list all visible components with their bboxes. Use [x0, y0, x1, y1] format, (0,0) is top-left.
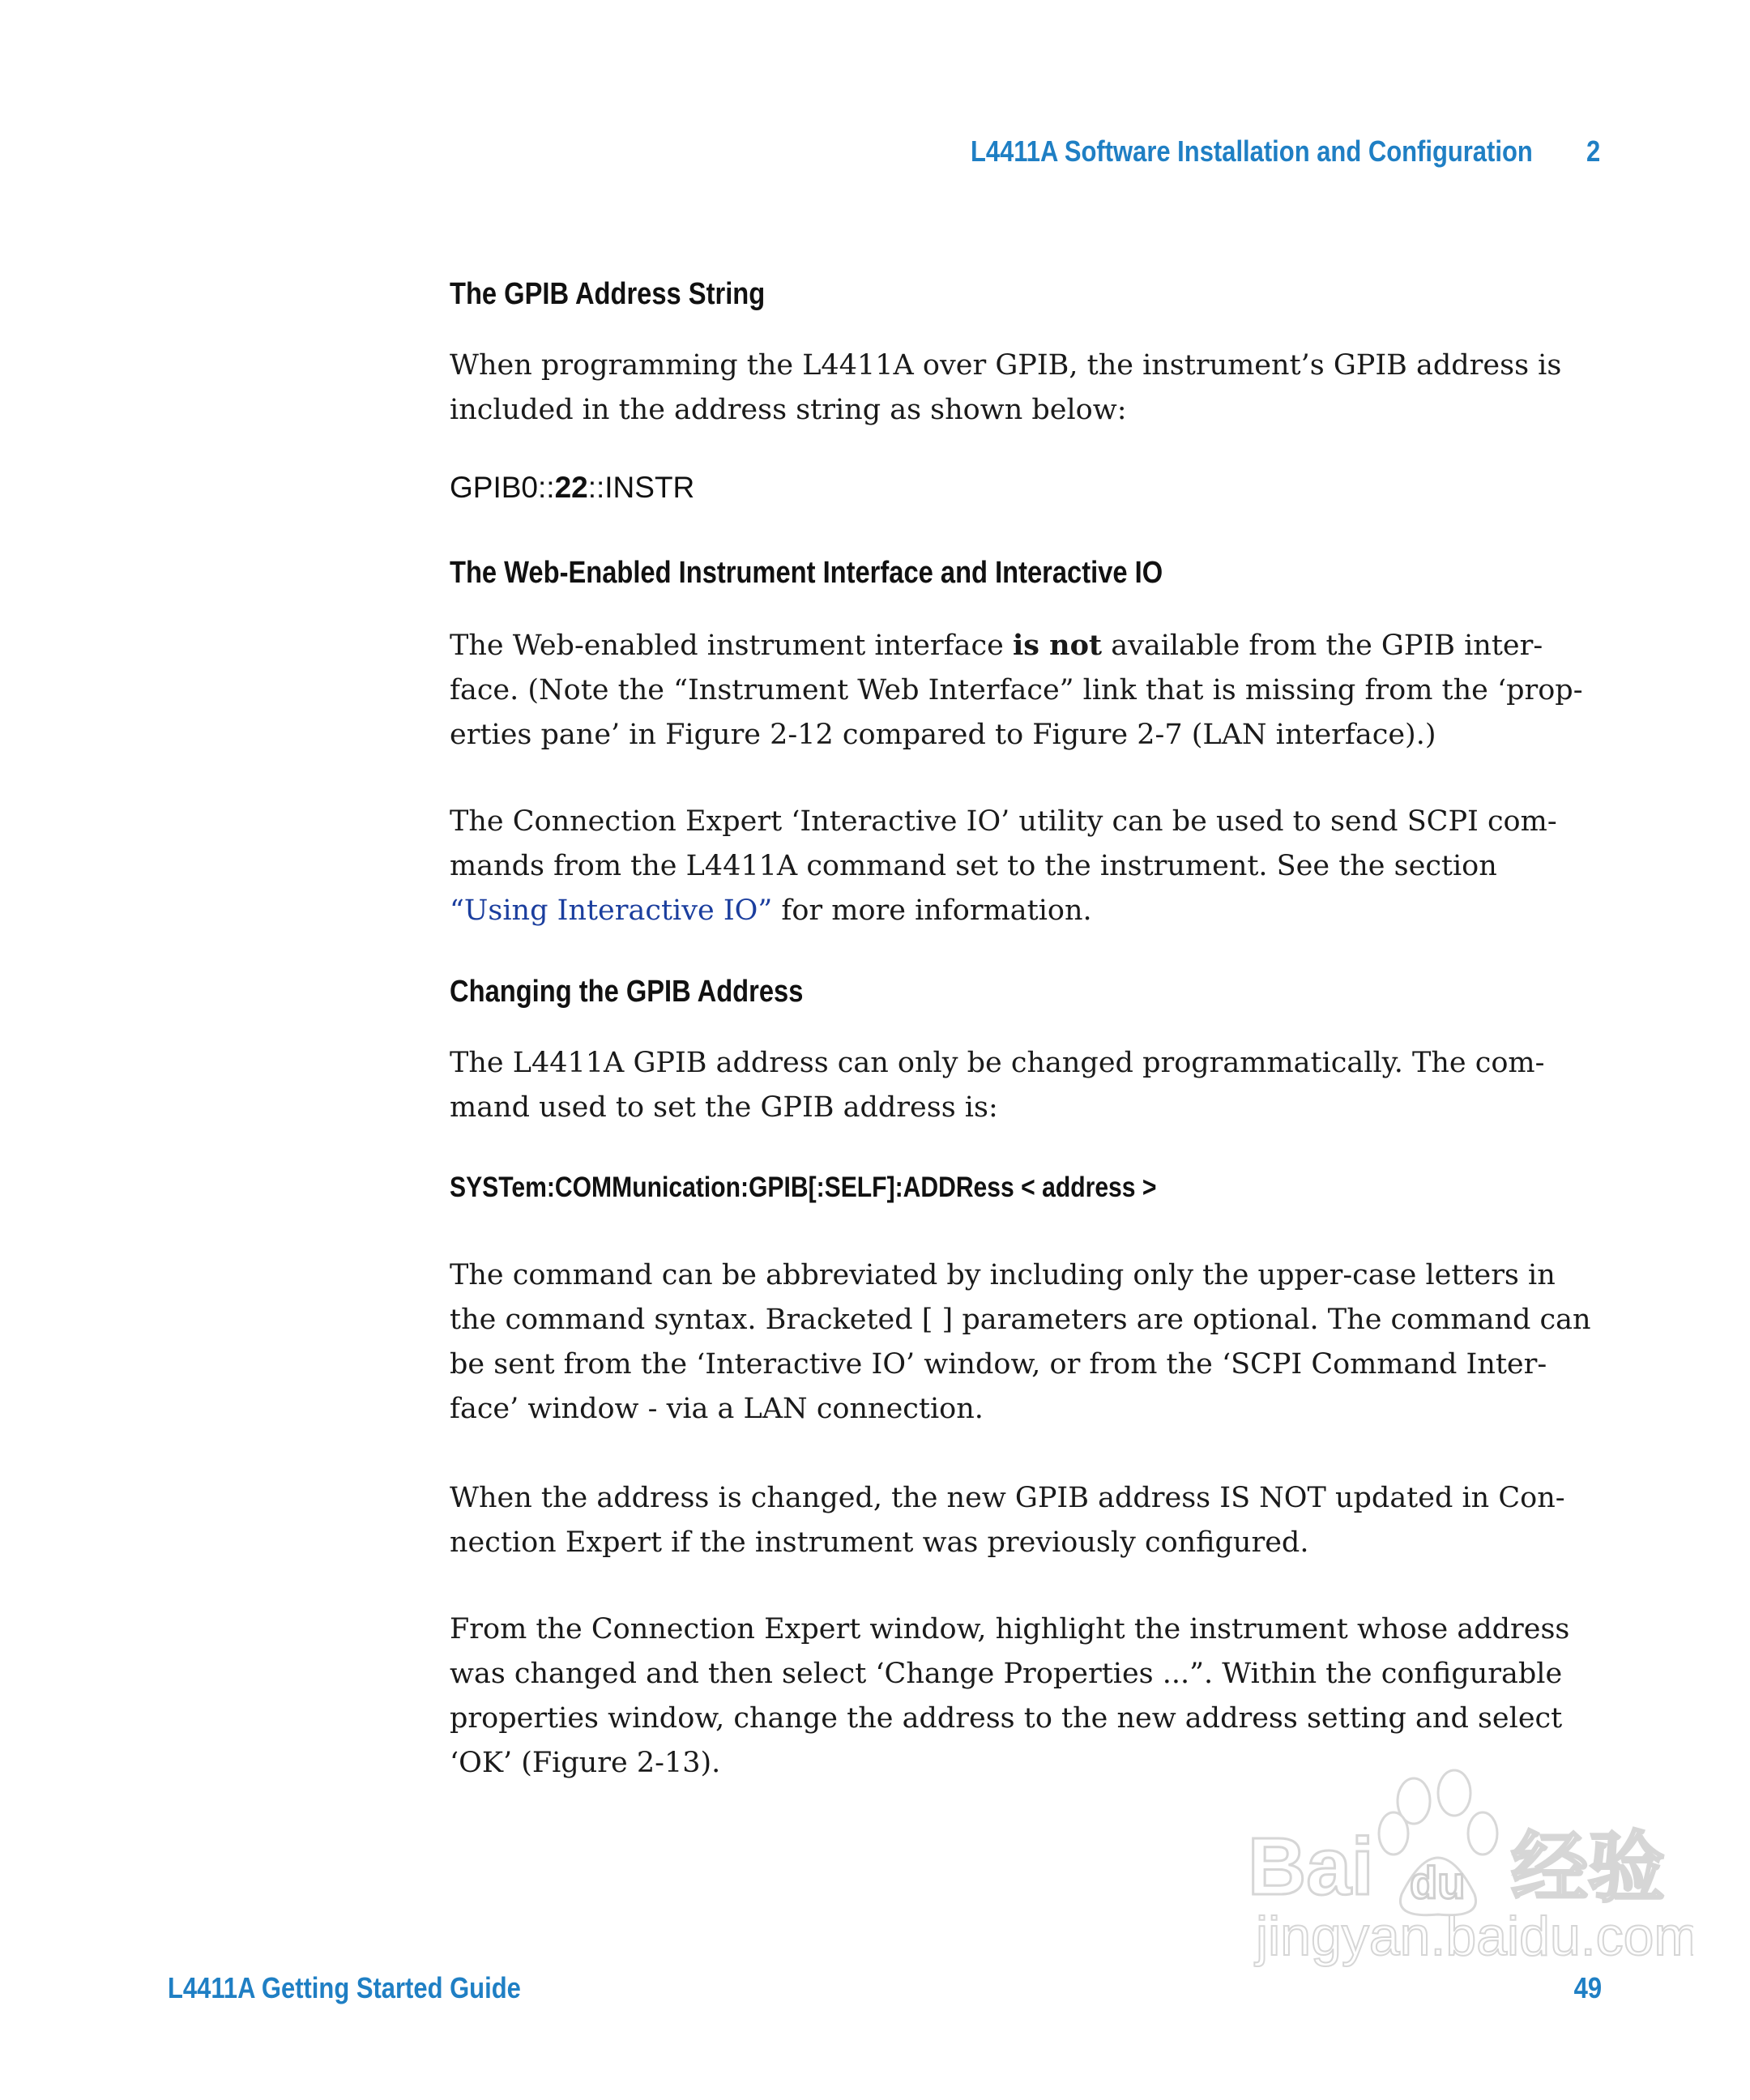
- section-heading: The Web-Enabled Instrument Interface and Interactive IO: [450, 556, 1163, 590]
- svg-text:du: du: [1410, 1857, 1466, 1908]
- using-interactive-io-link[interactable]: “Using Interactive IO”: [450, 894, 773, 927]
- text-line: When programming the L4411A over GPIB, the instrument’s GPIB address is: [450, 349, 1562, 382]
- page-number: 49: [1573, 1971, 1602, 2004]
- paragraph: [450, 1476, 1565, 1565]
- text-line: the command syntax. Bracketed [ ] parameters are optional. The command can: [450, 1304, 1591, 1336]
- text-line: properties window, change the address to the new address setting and select: [450, 1702, 1563, 1735]
- emphasis: is not: [1012, 629, 1103, 662]
- paragraph: [450, 623, 1583, 758]
- text-line: When the address is changed, the new GPIB address IS NOT updated in Con-: [450, 1482, 1565, 1514]
- address-number: 22: [554, 471, 588, 504]
- text-line: face’ window - via a LAN connection.: [450, 1393, 984, 1425]
- address-suffix: ::INSTR: [587, 471, 695, 504]
- section-heading: The GPIB Address String: [450, 277, 766, 311]
- paragraph: [450, 344, 1561, 433]
- footer-guide-title: L4411A Getting Started Guide: [168, 1971, 521, 2004]
- scpi-command: SYSTem:COMMunication:GPIB[:SELF]:ADDRess < address >: [450, 1172, 1157, 1203]
- gpib-address-string: [450, 471, 694, 505]
- paragraph: [450, 1253, 1591, 1432]
- svg-text:Bai: Bai: [1248, 1821, 1374, 1912]
- paragraph: [450, 800, 1557, 933]
- text-line: [450, 623, 1583, 668]
- text-line: The command can be abbreviated by including only the upper-case letters in: [450, 1259, 1556, 1291]
- watermark-url: jingyan.baidu.com: [1256, 1906, 1693, 1967]
- text-span: available from the GPIB inter-: [1102, 630, 1543, 662]
- text-line: be sent from the ‘Interactive IO’ window, or from the ‘SCPI Command Inter-: [450, 1348, 1547, 1381]
- chapter-number: 2: [1586, 134, 1601, 168]
- svg-text:经验: 经验: [1511, 1824, 1666, 1913]
- baidu-watermark: [1240, 1756, 1693, 1971]
- paragraph: [450, 1041, 1544, 1130]
- text-line: From the Connection Expert window, highlight the instrument whose address: [450, 1613, 1570, 1645]
- text-line: included in the address string as shown below:: [450, 394, 1127, 426]
- text-line: was changed and then select ‘Change Properties ...”. Within the configurable: [450, 1658, 1563, 1690]
- text-line: face. (Note the “Instrument Web Interface” link that is missing from the ‘prop-: [450, 674, 1583, 706]
- text-line: mand used to set the GPIB address is:: [450, 1091, 998, 1124]
- baidu-paw-icon: [1240, 1756, 1693, 1967]
- text-span: The Web-enabled instrument interface: [450, 630, 1013, 662]
- text-line: mands from the L4411A command set to the instrument. See the section: [450, 850, 1497, 882]
- text-line: erties pane’ in Figure 2-12 compared to Figure 2-7 (LAN interface).): [450, 719, 1436, 751]
- chapter-title: L4411A Software Installation and Configuration: [971, 134, 1533, 168]
- text-line: [450, 889, 1557, 933]
- text-line: The L4411A GPIB address can only be changed programmatically. The com-: [450, 1047, 1545, 1079]
- address-prefix: GPIB0::: [450, 471, 555, 504]
- text-line: The Connection Expert ‘Interactive IO’ utility can be used to send SCPI com-: [450, 805, 1557, 838]
- text-span: for more information.: [772, 894, 1092, 927]
- text-line: nection Expert if the instrument was previously configured.: [450, 1526, 1309, 1559]
- text-line: ‘OK’ (Figure 2-13).: [450, 1747, 721, 1779]
- section-heading: Changing the GPIB Address: [450, 975, 804, 1009]
